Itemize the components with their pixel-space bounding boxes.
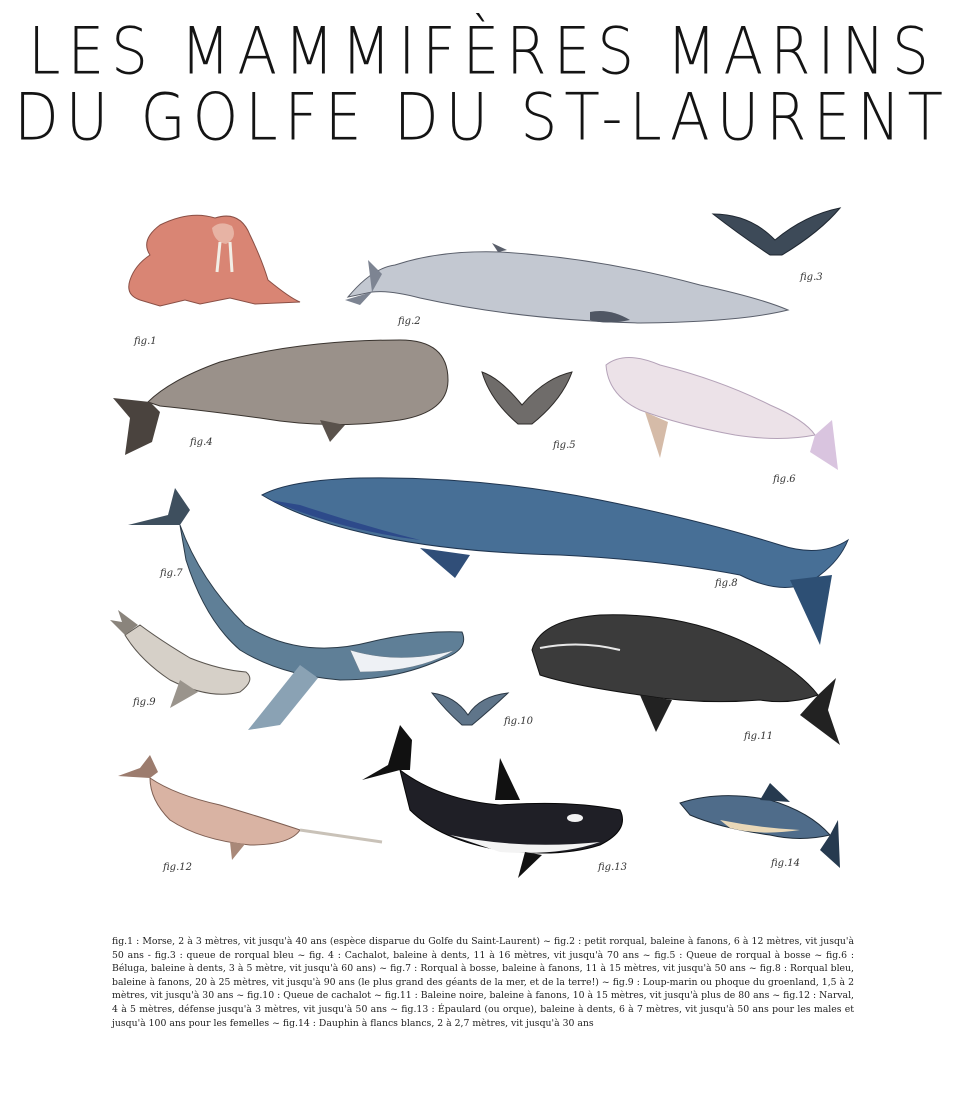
figure-label: fig.12 — [163, 862, 192, 873]
figure-label: fig.3 — [800, 272, 823, 283]
title-line-2: DU GOLFE DU ST-LAURENT — [14, 78, 950, 156]
figure-label: fig.9 — [133, 697, 156, 708]
blue-whale-tail-illustration — [713, 208, 840, 255]
figure-label: fig.5 — [553, 440, 576, 451]
minke-whale-illustration — [345, 243, 788, 323]
figure-label: fig.1 — [134, 336, 157, 347]
figure-label: fig.13 — [598, 862, 627, 873]
figure-label: fig.11 — [744, 731, 773, 742]
figure-label: fig.7 — [160, 568, 183, 579]
species-caption: fig.1 : Morse, 2 à 3 mètres, vit jusqu'à 40 ans (espèce disparue du Golfe du Saint-Laurent) ~ fig.2 : petit rorqual, baleine à fanons, 6 à 12 mètres, vit jusqu'à 50 ans - fig.3 : queue de rorqual bleu ~ fig. 4 : Cachalot, baleine à dents, 11 à 16 mètres, vit jusqu'à 70 ans ~ fig.5 : Queue de rorqual à bosse ~ fig.6 : Béluga, baleine à dents, 3 à 5 mètre, vit jusqu'à 60 ans) ~ fig.7 : Rorqual à bosse, baleine à fanons, 11 à 15 mètres, vit jusqu'à 50 ans ~ fig.8 : Rorqual bleu, baleine à fanons, 20 à 25 mètres, vit jusqu'à 90 ans (le plus grand des géants de la mer, et de la terre!) ~ fig.9 : Loup-marin ou phoque du groenland, 1,5 à 2 mètres, vit jusqu'à 30 ans ~ fig.10 : Queue de cachalot ~ fig.11 : Baleine noire, baleine à fanons, 10 à 15 mètres, vit jusqu'à plus de 80 ans ~ fig.12 : Narval, 4 à 5 mètres, défense jusqu'à 3 mètres, vit jusqu'à 50 ans ~ fig.13 : Épaulard (ou orque), baleine à dents, 6 à 7 mètres, vit jusqu'à 50 ans pour les males et jusqu'à 100 ans pour les femelles ~ fig.14 : Dauphin à flancs blancs, 2 à 2,7 mètres, vit jusqu'à 30 ans — [112, 936, 854, 1029]
beluga-illustration — [606, 358, 838, 471]
orca-illustration — [362, 725, 623, 878]
narwhal-illustration — [118, 755, 382, 860]
right-whale-illustration — [532, 615, 840, 745]
figure-label: fig.2 — [398, 316, 421, 327]
walrus-illustration — [129, 215, 300, 306]
figure-label: fig.6 — [773, 474, 796, 485]
humpback-tail-illustration — [482, 372, 572, 424]
figure-label: fig.8 — [715, 578, 738, 589]
figure-label: fig.10 — [504, 716, 533, 727]
title-line-1: LES MAMMIFÈRES MARINS — [28, 12, 936, 90]
illustration-plate — [0, 180, 964, 900]
blue-whale-illustration — [262, 478, 848, 645]
figure-label: fig.14 — [771, 858, 800, 869]
sperm-whale-tail-illustration — [432, 693, 508, 725]
sperm-whale-illustration — [113, 340, 448, 455]
figure-label: fig.4 — [190, 437, 213, 448]
white-sided-dolphin-illustration — [680, 783, 840, 868]
